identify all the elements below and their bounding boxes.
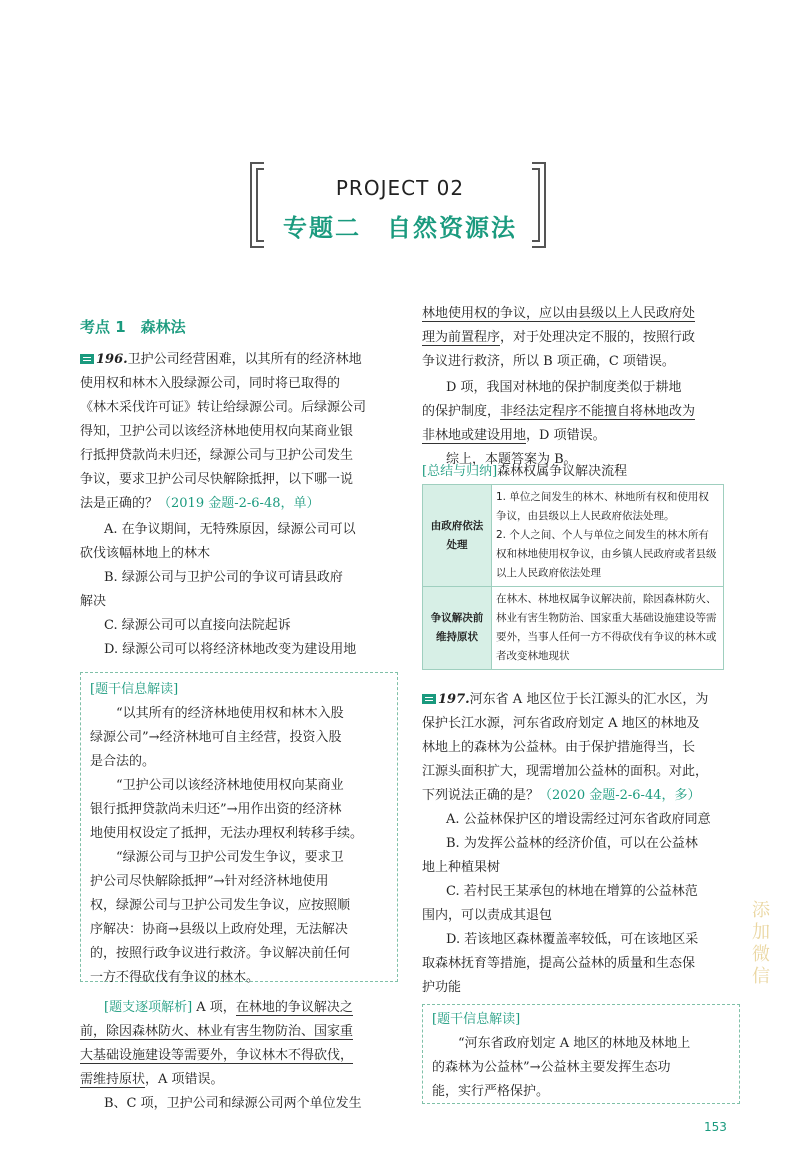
q196-line-3: 《林木采伐许可证》转让给绿源公司。后绿源公司 bbox=[80, 400, 367, 415]
page-number: 153 bbox=[704, 1120, 727, 1134]
right-line-2: 理为前置程序，对于处理决定不服的，按照行政 bbox=[422, 330, 696, 345]
q196-line-7: 法是正确的？（2019 金题-2-6-48，单） bbox=[80, 496, 320, 511]
analysis-line-4: 需维持原状，A 项错误。 bbox=[80, 1072, 224, 1087]
box1-line-8: 护公司尽快解除抵押”→针对经济林地使用 bbox=[90, 874, 329, 889]
box2-tag: [题干信息解读] bbox=[432, 1012, 521, 1027]
box1-line-6: 地使用权设定了抵押，无法办理权利转移手续。 bbox=[90, 826, 364, 841]
q196-line-4: 得知，卫护公司以该经济林地使用权向某商业银 bbox=[80, 424, 354, 439]
q196-option-c: C. 绿源公司可以直接向法院起诉 bbox=[104, 618, 291, 633]
analysis-line-5: B、C 项，卫护公司和绿源公司两个单位发生 bbox=[104, 1096, 362, 1111]
analysis-line-2: 前，除因森林防火、林业有害生物防治、国家重 bbox=[80, 1024, 354, 1039]
q197-source: （2020 金题-2-6-44，多） bbox=[539, 788, 701, 803]
table-cell-2: 在林木、林地权属争议解决前，除因森林防火、林业有害生物防治、国家重大基础设施建设等需要外，当事人任何一方不得砍伐有争议的林木或者改变林地现状 bbox=[492, 587, 724, 670]
q196-line-2: 使用权和林木入股绿源公司，同时将已取得的 bbox=[80, 376, 341, 391]
right-line-7: 综上，本题答案为 B。 bbox=[446, 452, 577, 467]
q197-option-b2: 地上种植果树 bbox=[422, 860, 501, 875]
q196-option-b1: B. 绿源公司与卫护公司的争议可请县政府 bbox=[104, 570, 343, 585]
table-head-1: 由政府依法处理 bbox=[423, 485, 492, 587]
q196-line-6: 争议，要求卫护公司尽快解除抵押，以下哪一说 bbox=[80, 472, 354, 487]
q197-option-d3: 护功能 bbox=[422, 980, 462, 995]
q197-line-3: 林地上的森林为公益林。由于保护措施得当，长 bbox=[422, 740, 696, 755]
question-icon bbox=[80, 354, 94, 364]
box1-line-1: “以其所有的经济林地使用权和林木入股 bbox=[116, 706, 344, 721]
q197-line-5: 下列说法正确的是？（2020 金题-2-6-44，多） bbox=[422, 788, 701, 803]
summary-heading: [总结与归纳]森林权属争议解决流程 bbox=[422, 464, 628, 479]
box1-line-11: 的，按照行政争议进行救济。争议解决前任何 bbox=[90, 946, 351, 961]
project-label: PROJECT 02 bbox=[335, 176, 465, 200]
box2-line-3: 能，实行严格保护。 bbox=[432, 1084, 550, 1099]
question-icon bbox=[422, 694, 436, 704]
box1-tag: [题干信息解读] bbox=[90, 682, 179, 697]
q196-option-b2: 解决 bbox=[80, 594, 107, 609]
q196-option-a1: A. 在争议期间，无特殊原因，绿源公司可以 bbox=[104, 522, 356, 537]
box1-line-9: 权，绿源公司与卫护公司发生争议，应按照顺 bbox=[90, 898, 351, 913]
analysis-line-3: 大基础设施建设等需要外，争议林木不得砍伐， bbox=[80, 1048, 354, 1063]
analysis-line-1: [题支逐项解析] A 项，在林地的争议解决之 bbox=[104, 1000, 353, 1015]
watermark: 添加微信 bbox=[752, 900, 770, 987]
right-line-6: 非林地或建设用地，D 项错误。 bbox=[422, 428, 606, 443]
q197-line-1: 197.河东省 A 地区位于长江源头的汇水区，为 bbox=[422, 688, 708, 712]
q197-option-c2: 围内，可以责成其退包 bbox=[422, 908, 553, 923]
right-line-4: D 项，我国对林地的保护制度类似于耕地 bbox=[446, 380, 682, 395]
q197-line-4: 江源头面积扩大，现需增加公益林的面积。对此， bbox=[422, 764, 709, 779]
box1-line-7: “绿源公司与卫护公司发生争议，要求卫 bbox=[116, 850, 344, 865]
q196-line-1: 196.卫护公司经营困难，以其所有的经济林地 bbox=[80, 348, 362, 372]
q197-option-d2: 取森林抚育等措施，提高公益林的质量和生态保 bbox=[422, 956, 696, 971]
page-title: 专题二 自然资源法 bbox=[283, 214, 517, 242]
q197-line-2: 保护长江水源，河东省政府划定 A 地区的林地及 bbox=[422, 716, 700, 731]
q197-option-c1: C. 若村民王某承包的林地在增算的公益林范 bbox=[446, 884, 698, 899]
q197-option-b1: B. 为发挥公益林的经济价值，可以在公益林 bbox=[446, 836, 698, 851]
box1-line-12: 一方不得砍伐有争议的林木。 bbox=[90, 970, 260, 985]
box1-line-5: 银行抵押贷款尚未归还”→用作出资的经济林 bbox=[90, 802, 342, 817]
box1-line-4: “卫护公司以该经济林地使用权向某商业 bbox=[116, 778, 344, 793]
right-line-3: 争议进行救济，所以 B 项正确，C 项错误。 bbox=[422, 354, 675, 369]
q196-option-a2: 砍伐该幅林地上的林木 bbox=[80, 546, 211, 561]
box1-line-3: 是合法的。 bbox=[90, 754, 156, 769]
box1-line-10: 序解决：协商→县级以上政府处理，无法解决 bbox=[90, 922, 348, 937]
box2-line-1: “河东省政府划定 A 地区的林地及林地上 bbox=[458, 1036, 691, 1051]
q197-option-d1: D. 若该地区森林覆盖率较低，可在该地区采 bbox=[446, 932, 699, 947]
table-head-2: 争议解决前维持原状 bbox=[423, 587, 492, 670]
box2-line-2: 的森林为公益林”→公益林主要发挥生态功 bbox=[432, 1060, 671, 1075]
q196-source: （2019 金题-2-6-48，单） bbox=[158, 496, 320, 511]
table-cell-1: 1. 单位之间发生的林木、林地所有权和使用权争议，由县级以上人民政府依法处理。 2. 个人之间、个人与单位之间发生的林木所有权和林地使用权争议，由乡镇人民政府或者县级以上人民政府依法处理 bbox=[492, 485, 724, 587]
q197-option-a: A. 公益林保护区的增设需经过河东省政府同意 bbox=[446, 812, 711, 827]
section-heading: 考点 1 森林法 bbox=[80, 318, 186, 336]
box1-line-2: 绿源公司”→经济林地可自主经营，投资入股 bbox=[90, 730, 342, 745]
right-line-1: 林地使用权的争议，应以由县级以上人民政府处 bbox=[422, 306, 696, 321]
summary-table bbox=[422, 484, 724, 670]
q196-option-d: D. 绿源公司可以将经济林地改变为建设用地 bbox=[104, 642, 357, 657]
q196-line-5: 行抵押贷款尚未归还，绿源公司与卫护公司发生 bbox=[80, 448, 354, 463]
right-line-5: 的保护制度，非经法定程序不能擅自将林地改为 bbox=[422, 404, 696, 419]
table-row bbox=[423, 587, 724, 670]
table-row bbox=[423, 485, 724, 587]
